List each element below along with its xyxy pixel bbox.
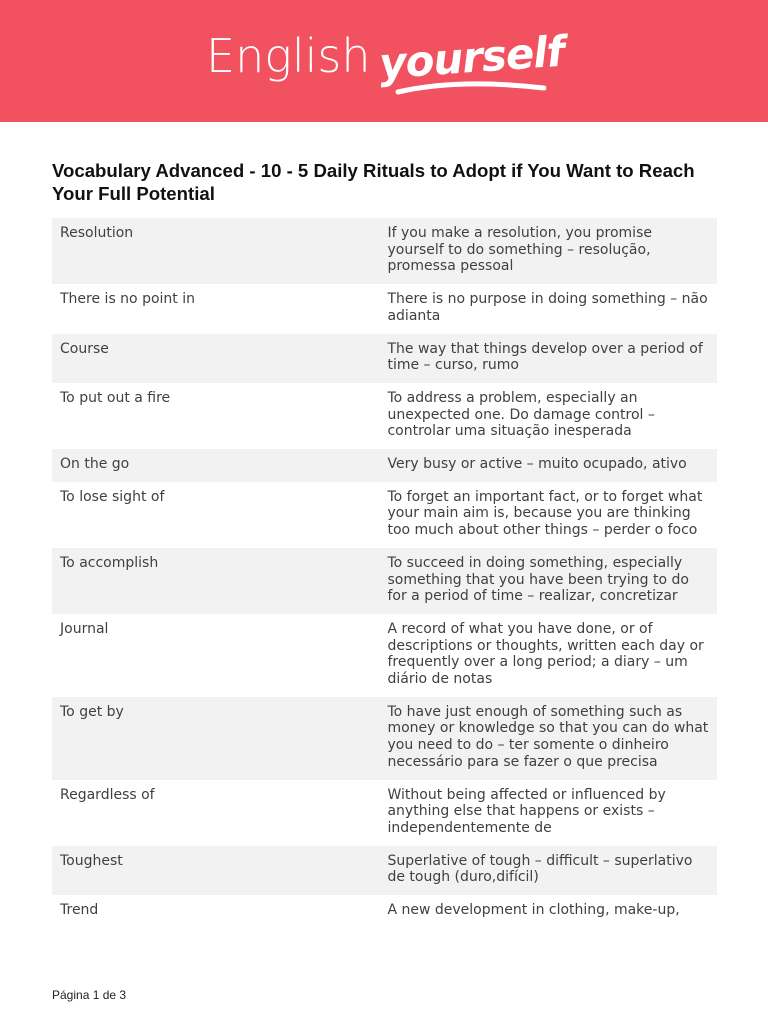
table-row (52, 449, 717, 482)
vocab-term: There is no point in (52, 284, 379, 333)
vocab-definition: The way that things develop over a period of time – curso, rumo (379, 334, 717, 383)
vocab-term: Resolution (52, 218, 379, 284)
document-title: Vocabulary Advanced - 10 - 5 Daily Rituals to Adopt if You Want to Reach Your Full Potential (52, 160, 695, 204)
table-row (52, 383, 717, 449)
table-row (52, 614, 717, 697)
vocab-definition: To forget an important fact, or to forget what your main aim is, because you are thinking too much about other things – perder o foco (379, 482, 717, 548)
table-row (52, 284, 717, 333)
vocab-term: On the go (52, 449, 379, 482)
table-row (52, 780, 717, 846)
page-number: Página 1 de 3 (52, 988, 127, 1002)
logo-text-yourself: yourself (376, 26, 565, 89)
logo-underline-swash-icon (392, 80, 552, 100)
vocab-definition: There is no purpose in doing something – não adianta (379, 284, 717, 333)
vocabulary-table (52, 218, 717, 928)
vocab-term: To accomplish (52, 548, 379, 614)
vocab-definition: A record of what you have done, or of descriptions or thoughts, written each day or frequently over a long period; a diary – um diário de notas (379, 614, 717, 697)
vocab-term: To lose sight of (52, 482, 379, 548)
vocab-term: Course (52, 334, 379, 383)
table-row (52, 482, 717, 548)
vocab-definition: A new development in clothing, make-up, (379, 895, 717, 928)
header-banner (0, 0, 768, 122)
table-row (52, 697, 717, 780)
table-row (52, 895, 717, 928)
vocab-definition: Without being affected or influenced by anything else that happens or exists – independentemente de (379, 780, 717, 846)
table-row (52, 548, 717, 614)
vocab-definition: Superlative of tough – difficult – superlativo de tough (duro,difícil) (379, 846, 717, 895)
vocab-definition: To have just enough of something such as money or knowledge so that you can do what you need to do – ter somente o dinheiro necessário para se fazer o que precisa (379, 697, 717, 780)
logo-text-english: English (206, 29, 371, 83)
vocab-definition: To address a problem, especially an unexpected one. Do damage control – controlar uma situação inesperada (379, 383, 717, 449)
table-row (52, 846, 717, 895)
vocab-term: Journal (52, 614, 379, 697)
vocab-definition: Very busy or active – muito ocupado, ativo (379, 449, 717, 482)
vocabulary-table-body (52, 218, 717, 928)
vocab-term: Regardless of (52, 780, 379, 846)
table-row (52, 334, 717, 383)
vocab-term: To put out a fire (52, 383, 379, 449)
vocab-definition: If you make a resolution, you promise yourself to do something – resolução, promessa pessoal (379, 218, 717, 284)
vocab-definition: To succeed in doing something, especially something that you have been trying to do for a period of time – realizar, concretizar (379, 548, 717, 614)
vocab-term: Trend (52, 895, 379, 928)
vocab-term: Toughest (52, 846, 379, 895)
vocab-term: To get by (52, 697, 379, 780)
table-row (52, 218, 717, 284)
